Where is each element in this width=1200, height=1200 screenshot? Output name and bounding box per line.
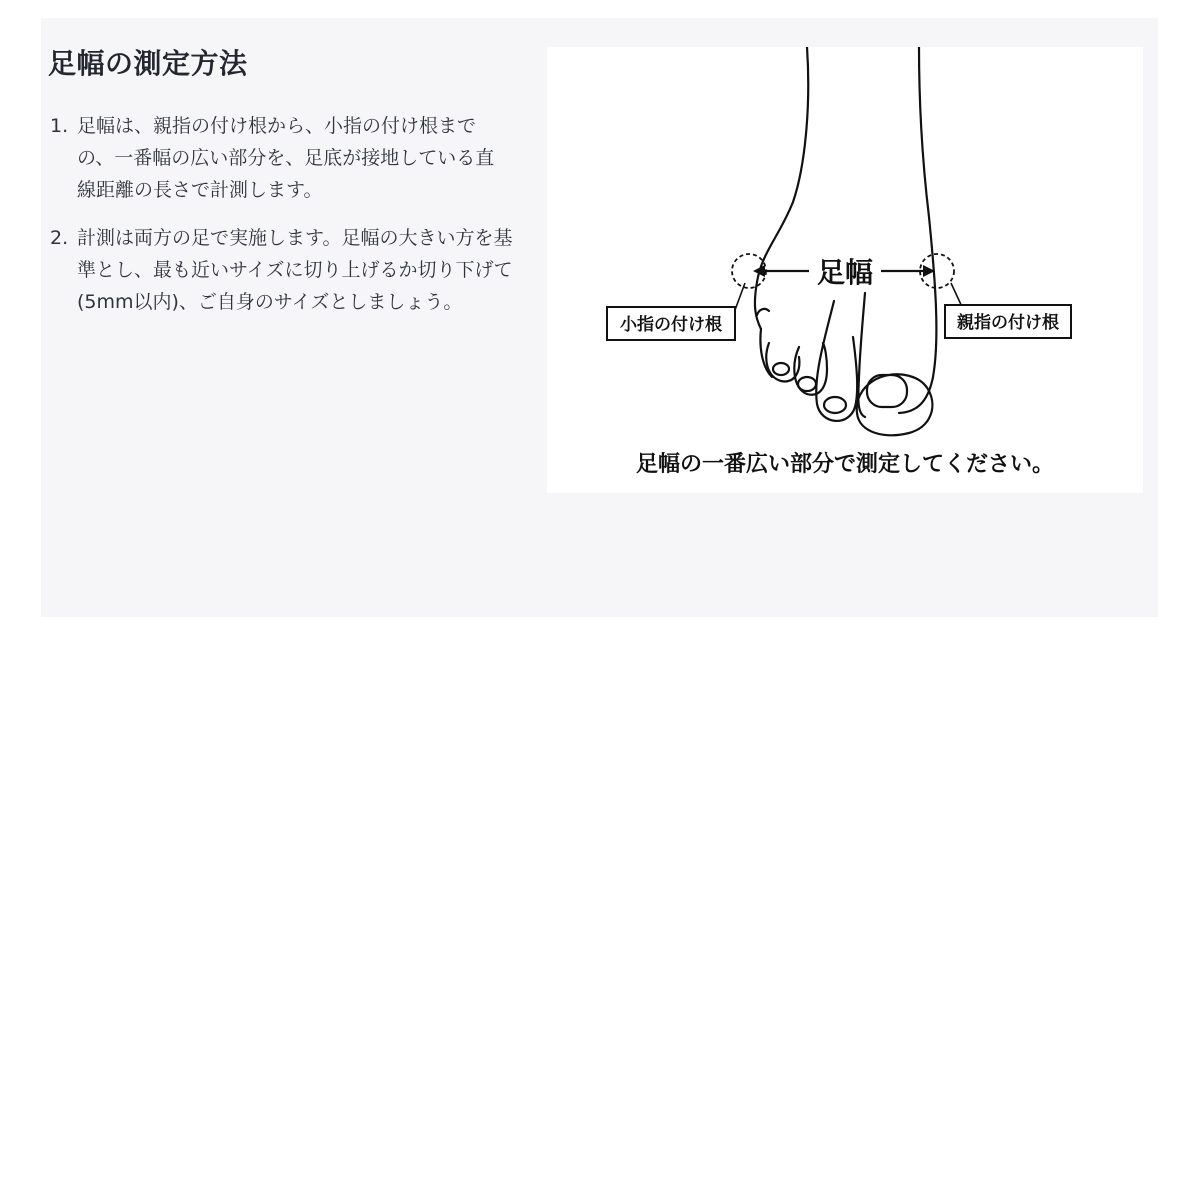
foot-width-label: 足幅: [816, 256, 874, 289]
little-toe-label: 小指の付け根: [620, 315, 722, 335]
figure-caption: 足幅の一番広い部分で測定してください。: [635, 452, 1055, 477]
step-text: 足幅は、親指の付け根から、小指の付け根までの、一番幅の広い部分を、足底が接地している直線距離の長さで計測します。: [77, 115, 495, 201]
foot-width-guide-panel: [41, 18, 1158, 617]
big-toe-label: 親指の付け根: [957, 313, 1059, 333]
foot-illustration-svg: [547, 47, 1143, 493]
step-text: 計測は両方の足で実施します。足幅の大きい方を基準とし、最も近いサイズに切り上げるか切り下げて(5mm以内)、ご自身のサイズとしましょう。: [77, 227, 513, 313]
step-item-2: [48, 222, 513, 318]
little-toe-leader-line: [735, 283, 745, 310]
little-toe-callout: [607, 283, 745, 340]
step-number: 1.: [50, 115, 69, 137]
little-toe-nail: [773, 363, 789, 375]
step-number: 2.: [50, 227, 69, 249]
toes: [766, 293, 932, 435]
foot-width-illustration: [547, 47, 1143, 493]
third-toe: [816, 301, 857, 421]
fourth-toe-nail: [798, 377, 816, 391]
foot-outline: [755, 47, 936, 413]
third-toe-nail: [824, 397, 846, 413]
page-title: 足幅の測定方法: [48, 47, 248, 80]
big-toe-callout: [945, 283, 1071, 338]
measurement-markers: [732, 254, 954, 289]
measurement-steps-list: [48, 110, 513, 334]
step-item-1: [48, 110, 513, 206]
